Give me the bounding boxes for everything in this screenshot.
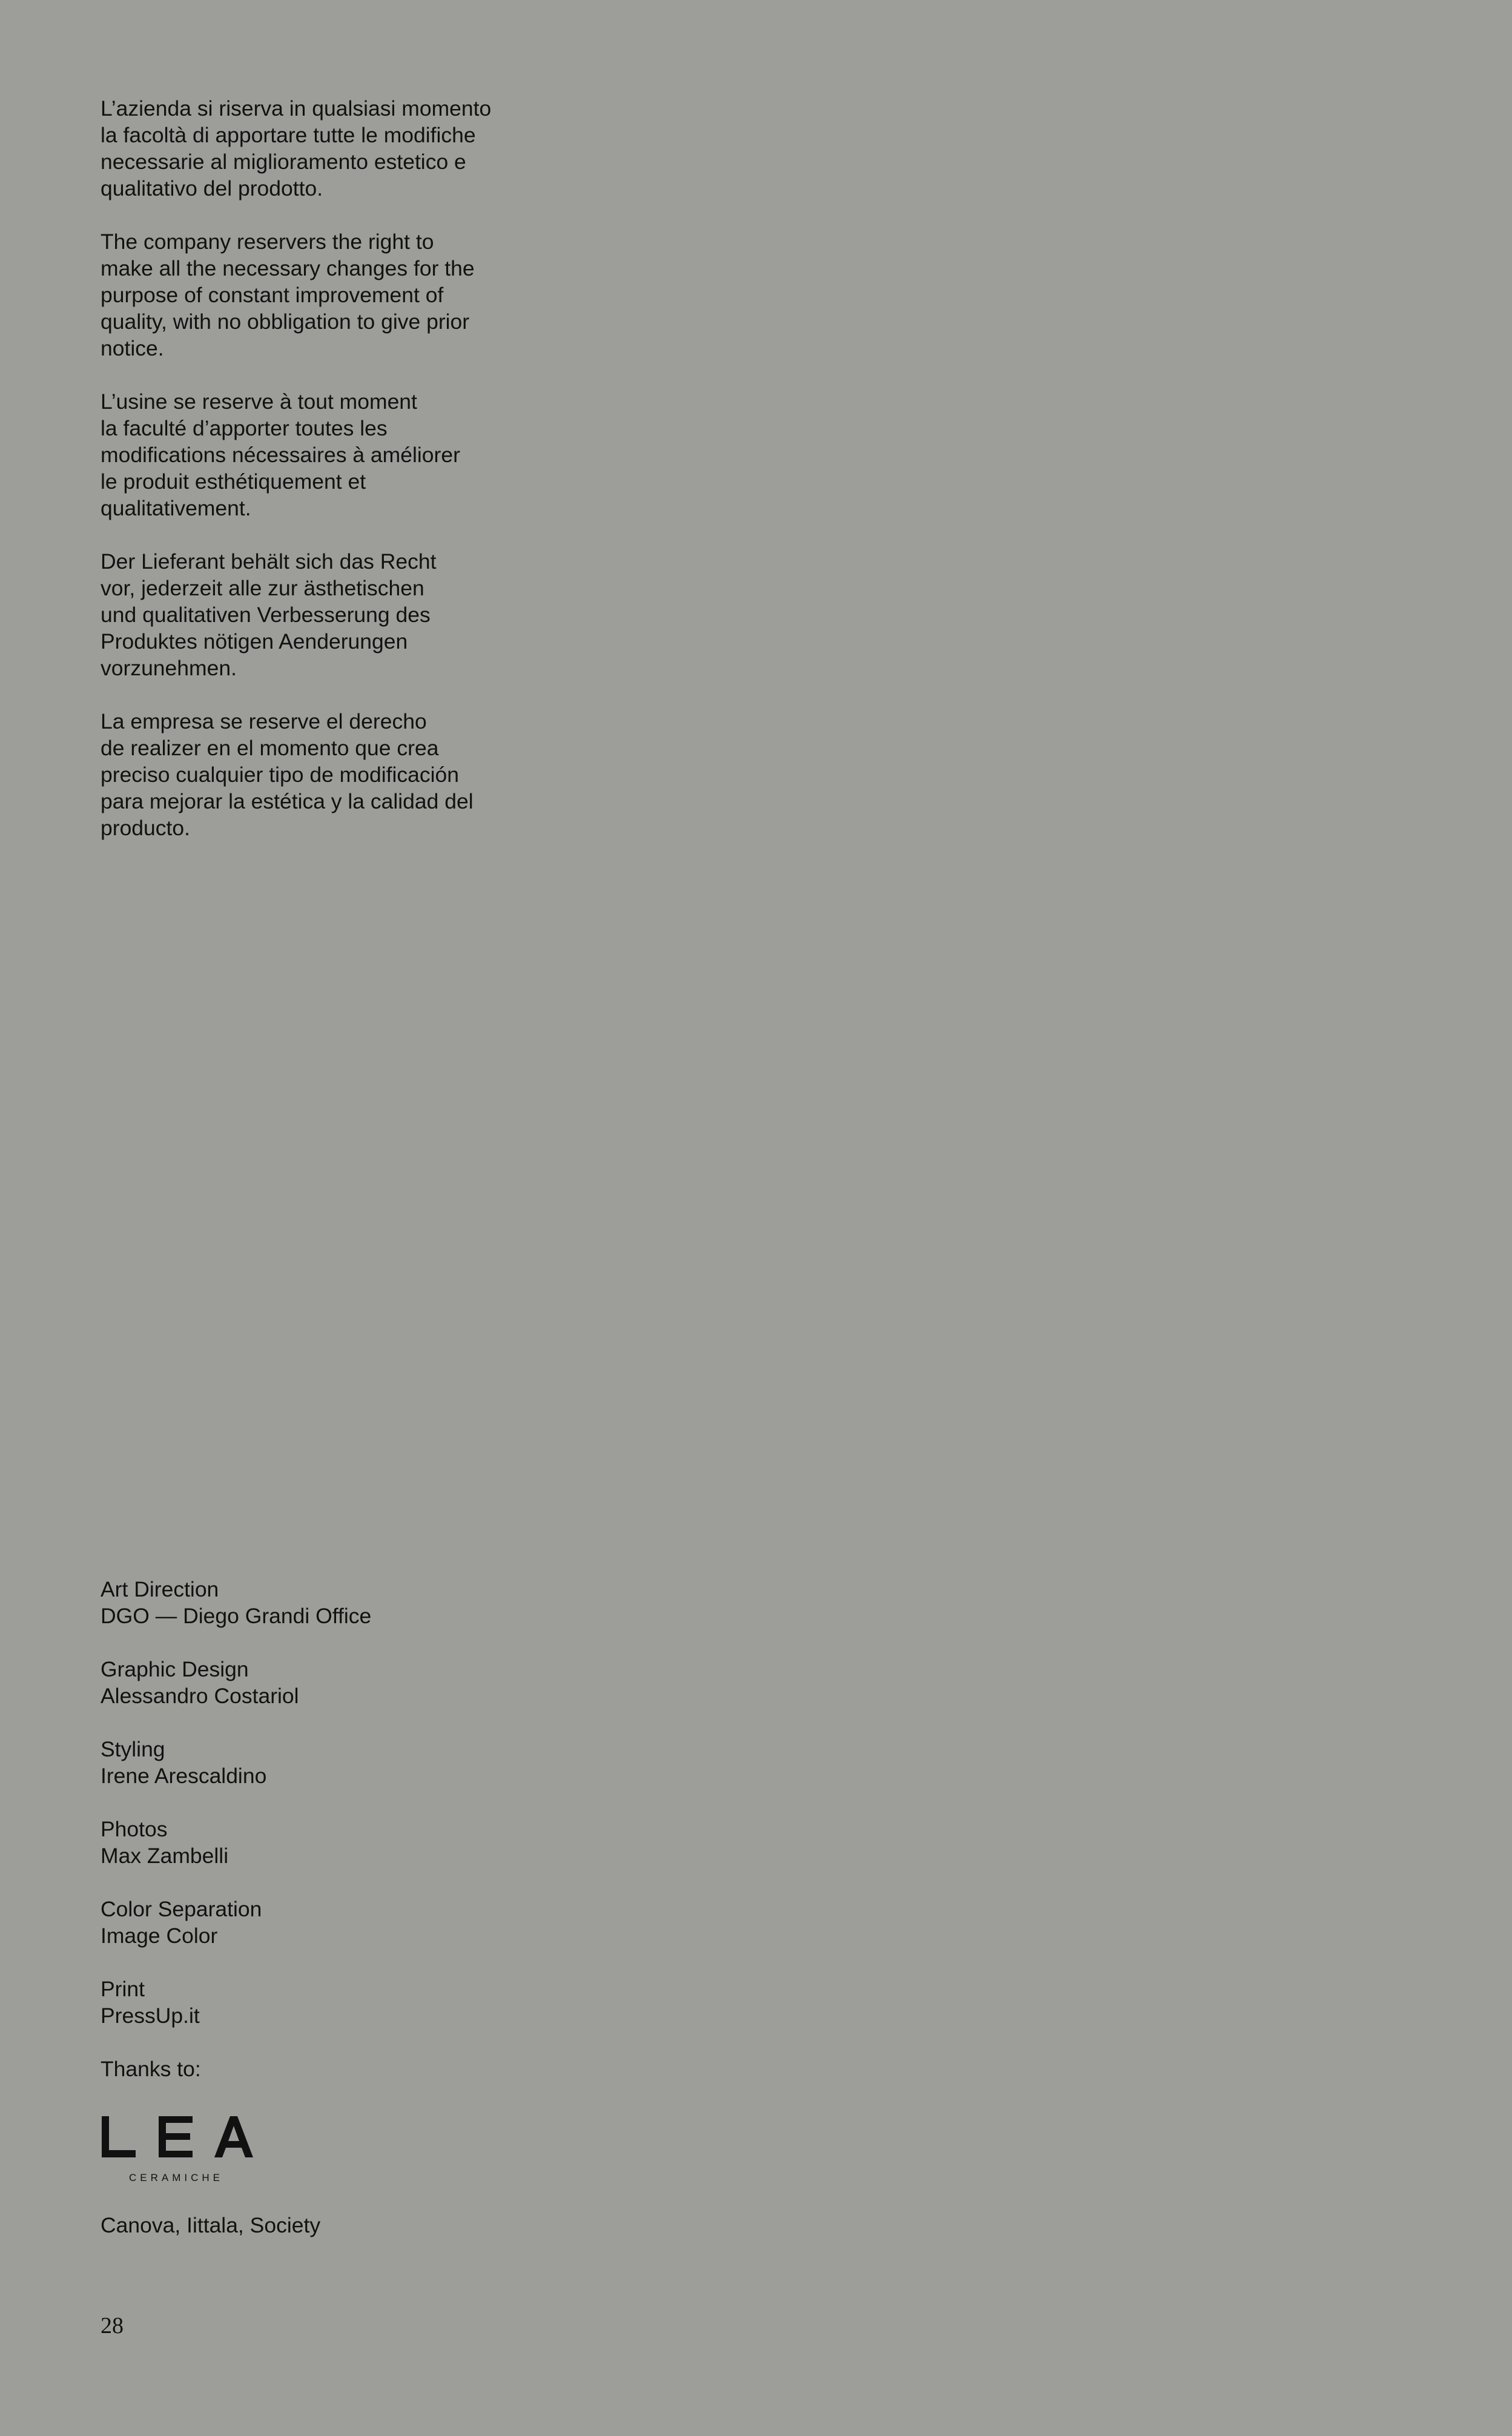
- credit-name: DGO — Diego Grandi Office: [101, 1604, 372, 1628]
- credits-section: [101, 1576, 645, 2082]
- credit-photos: [101, 1816, 645, 1869]
- credit-name: Image Color: [101, 1924, 218, 1948]
- disclaimer-english: The company reservers the right to make all the necessary changes for the purpose of constant improvement of quality, with no obbligation to give prior notice.: [101, 230, 475, 360]
- lea-wordmark-graphic: [101, 2114, 253, 2162]
- credit-graphic-design: [101, 1656, 645, 1709]
- credit-role: Graphic Design: [101, 1657, 249, 1681]
- credit-color-separation: [101, 1896, 645, 1949]
- credit-name: Max Zambelli: [101, 1844, 229, 1868]
- credit-name: Alessandro Costariol: [101, 1684, 299, 1708]
- disclaimer-spanish: La empresa se reserve el derecho de realizer en el momento que crea preciso cualquier tipo de modificación para mejorar la estética y la calidad del producto.: [101, 709, 474, 840]
- disclaimer-french: L’usine se reserve à tout moment la faculté d’apporter toutes les modifications nécessaires à améliorer le produit esthétiquement et qualitativement.: [101, 389, 460, 520]
- page-number: 28: [101, 2313, 124, 2338]
- credit-name: Irene Arescaldino: [101, 1764, 267, 1788]
- disclaimer-italian: L’azienda si riserva in qualsiasi momento la facoltà di apportare tutte le modifiche necessarie al miglioramento estetico e qualitativo del prodotto.: [101, 96, 492, 200]
- disclaimer-german: Der Lieferant behält sich das Recht vor, jederzeit alle zur ästhetischen und qualitativen Verbesserung des Produktes nötigen Aenderungen vorzunehmen.: [101, 549, 437, 680]
- credit-role: Print: [101, 1977, 145, 2001]
- credit-art-direction: [101, 1576, 645, 1629]
- logo-subtitle: CERAMICHE: [128, 2172, 223, 2183]
- credit-styling: [101, 1736, 645, 1789]
- thanks-label: Thanks to:: [101, 2057, 201, 2081]
- credit-role: Art Direction: [101, 1577, 219, 1601]
- credit-role: Styling: [101, 1737, 165, 1761]
- disclaimer-section: [101, 95, 536, 868]
- credit-role: Photos: [101, 1817, 168, 1841]
- credit-role: Color Separation: [101, 1897, 262, 1921]
- credit-name: PressUp.it: [101, 2004, 200, 2028]
- partners-list: Canova, Iittala, Society: [101, 2213, 321, 2237]
- lea-ceramiche-logo: [101, 2114, 258, 2189]
- credit-print: [101, 1976, 645, 2029]
